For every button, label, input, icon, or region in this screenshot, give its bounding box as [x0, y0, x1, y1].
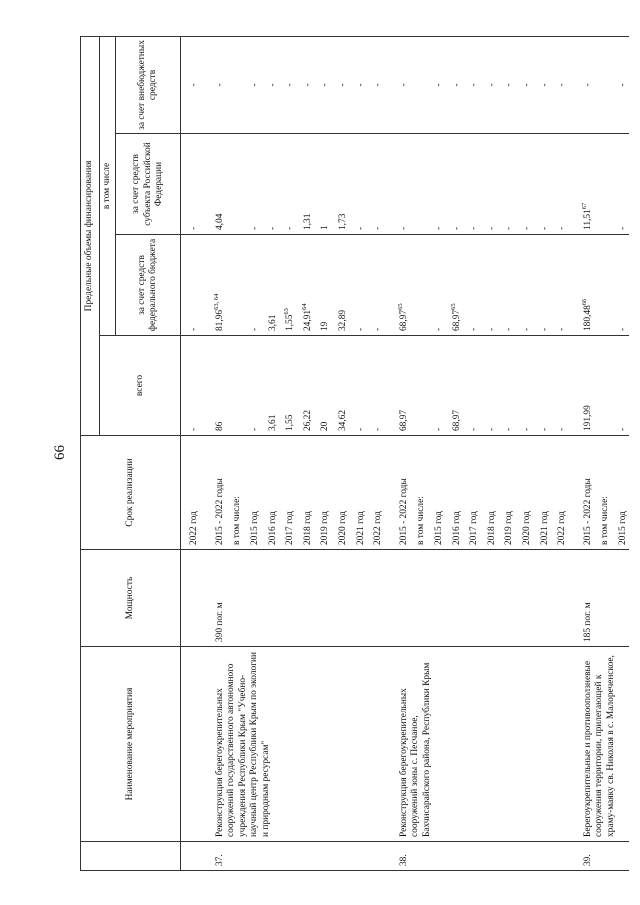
capacity-value [390, 549, 574, 646]
extra-value-text: - [214, 82, 225, 87]
regional-value [206, 133, 232, 234]
regional-value [373, 133, 391, 234]
federal-value [416, 234, 434, 335]
total-value [302, 335, 320, 435]
federal-value-text: - [503, 327, 514, 331]
period-value [574, 435, 600, 549]
regional-value-text: - [486, 226, 497, 230]
row-number [180, 841, 206, 870]
table-row [180, 36, 206, 870]
period-value [232, 435, 250, 549]
footnote-ref: 67 [580, 202, 588, 209]
extra-value-text: - [249, 82, 260, 87]
period-value [504, 435, 522, 549]
total-value [338, 335, 356, 435]
capacity-value [206, 549, 390, 646]
period-value-text: 2020 год [337, 510, 348, 545]
federal-value [600, 234, 618, 335]
capacity-value-text: 390 пог. м [214, 601, 225, 642]
regional-value-text: 1,31 [302, 213, 313, 230]
federal-value-text: 1,55 [284, 314, 295, 331]
number-column-header [80, 841, 180, 870]
extra-value-text: - [337, 82, 348, 87]
extra-value-text: - [355, 82, 366, 87]
federal-value [206, 234, 232, 335]
extra-value-text: - [486, 82, 497, 87]
total-value-text: 191,99 [582, 404, 593, 431]
extra-value-text: - [617, 82, 628, 87]
regional-value-text: 11,51 [582, 208, 593, 230]
extra-value [416, 36, 434, 133]
extra-value [539, 36, 557, 133]
extra-value [232, 36, 250, 133]
federal-value-text: 3,61 [267, 314, 278, 331]
total-value [285, 335, 303, 435]
row-number-text: 38. [398, 853, 409, 866]
regional-value [416, 133, 434, 234]
total-value [574, 335, 600, 435]
federal-value-text: - [433, 327, 444, 331]
total-value [617, 335, 628, 435]
total-value-text: - [188, 427, 199, 431]
extra-value-text: - [582, 82, 593, 87]
funding-table [80, 35, 629, 870]
regional-value-text: - [188, 226, 199, 230]
period-value-text: 2015 год [617, 510, 628, 545]
extra-value [338, 36, 356, 133]
period-value [250, 435, 268, 549]
federal-value-text: 32,89 [337, 309, 348, 331]
measure-name [390, 646, 574, 841]
period-value-text: 2015 - 2022 годы [582, 477, 593, 545]
measure-name-text: Реконструкция берегоукрепительных сооружений зоны с. Песчаное, Бахчисарайского района, Республики Крым [398, 662, 432, 837]
federal-value [486, 234, 504, 335]
period-value-text: в том числе: [415, 495, 426, 545]
federal-value [390, 234, 416, 335]
period-value [416, 435, 434, 549]
period-column-header: Срок реализации [80, 435, 180, 549]
period-value [355, 435, 373, 549]
extra-value [451, 36, 469, 133]
federal-value [469, 234, 487, 335]
extra-value-text: - [398, 82, 409, 87]
regional-value [285, 133, 303, 234]
footnote-ref: 63, 64 [212, 293, 220, 310]
extra-value-text: - [539, 82, 550, 87]
document-page [47, 30, 628, 875]
regional-value [486, 133, 504, 234]
footnote-ref: 66 [580, 298, 588, 305]
federal-value-text: - [188, 327, 199, 331]
regional-column-header: за счет средств субъекта Российской Федерации [115, 133, 180, 234]
regional-value [600, 133, 618, 234]
period-value-text: в том числе: [231, 495, 242, 545]
period-value [434, 435, 452, 549]
federal-value [282, 234, 303, 335]
total-value [451, 335, 469, 435]
extra-value [469, 36, 487, 133]
regional-value-text: - [468, 226, 479, 230]
total-value [320, 335, 338, 435]
total-value-text: - [617, 427, 628, 431]
regional-value-text: - [372, 226, 383, 230]
total-value [373, 335, 391, 435]
period-value [469, 435, 487, 549]
extra-value-text: - [451, 82, 462, 87]
table-header [80, 36, 180, 870]
page-number: 66 [51, 444, 68, 460]
total-value-text: 20 [319, 421, 330, 431]
total-value [504, 335, 522, 435]
total-value [416, 335, 434, 435]
total-value [390, 335, 416, 435]
regional-value [557, 133, 575, 234]
period-value-text: 2018 год [486, 510, 497, 545]
regional-value [539, 133, 557, 234]
federal-value [267, 234, 285, 335]
total-value [557, 335, 575, 435]
regional-value [504, 133, 522, 234]
federal-value [373, 234, 391, 335]
row-number [390, 841, 574, 870]
total-value-text: - [556, 427, 567, 431]
total-value-text: 68,97 [451, 409, 462, 431]
period-value-text: 2016 год [267, 510, 278, 545]
regional-value [451, 133, 469, 234]
period-value [267, 435, 285, 549]
period-value [302, 435, 320, 549]
federal-value [557, 234, 575, 335]
period-value [539, 435, 557, 549]
total-value-text: 68,97 [398, 409, 409, 431]
extra-value-text: - [433, 82, 444, 87]
federal-column-header: за счет средств федерального бюджета [115, 234, 180, 335]
regional-value [232, 133, 250, 234]
total-value [180, 335, 206, 435]
total-column-header: всего [99, 335, 180, 435]
period-value [180, 435, 206, 549]
regional-value-text: - [433, 226, 444, 230]
extra-value [373, 36, 391, 133]
regional-value-text: - [451, 226, 462, 230]
extra-value [600, 36, 618, 133]
total-value [469, 335, 487, 435]
total-value [600, 335, 618, 435]
including-header: в том числе [99, 36, 115, 335]
regional-value-text: - [539, 226, 550, 230]
federal-value-text: - [521, 327, 532, 331]
regional-value-text: - [617, 226, 628, 230]
extra-value-text: - [319, 82, 330, 87]
extra-value [521, 36, 539, 133]
regional-value [250, 133, 268, 234]
federal-value [451, 234, 469, 335]
federal-value [574, 234, 600, 335]
period-value-text: 2017 год [284, 510, 295, 545]
measure-name [180, 646, 206, 841]
total-value-text: - [355, 427, 366, 431]
extra-value [320, 36, 338, 133]
period-value-text: 2017 год [468, 510, 479, 545]
period-value-text: 2015 год [249, 510, 260, 545]
regional-value-text: - [284, 226, 295, 230]
total-value-text: - [521, 427, 532, 431]
regional-value-text: - [503, 226, 514, 230]
total-value [267, 335, 285, 435]
extra-value-text: - [188, 82, 199, 87]
measure-name-text: Реконструкция берегоукрепительных сооружений государственного автономного учреждения Республики Крым "Учебно-научный центр Республики Крым по экологии и природным ресурсам" [214, 651, 271, 837]
extra-value-text: - [372, 82, 383, 87]
federal-value-text: - [556, 327, 567, 331]
name-column-header: Наименование мероприятия [80, 646, 180, 841]
total-value [434, 335, 452, 435]
regional-value [267, 133, 285, 234]
federal-value [617, 234, 628, 335]
federal-value-text: 68,97 [451, 309, 462, 331]
extra-value [504, 36, 522, 133]
total-value-text: - [249, 427, 260, 431]
table-body [180, 36, 628, 870]
total-value-text: - [486, 427, 497, 431]
extra-value [574, 36, 600, 133]
period-value-text: 2015 - 2022 годы [398, 477, 409, 545]
period-value [206, 435, 232, 549]
regional-value-text: - [521, 226, 532, 230]
total-value-text: - [468, 427, 479, 431]
period-value-text: 2015 год [433, 510, 444, 545]
period-value-text: 2016 год [451, 510, 462, 545]
regional-value-text: - [249, 226, 260, 230]
total-value-text: - [433, 427, 444, 431]
federal-value [302, 234, 320, 335]
table-row [574, 36, 600, 870]
table-row [390, 36, 416, 870]
period-value-text: 2021 год [539, 510, 550, 545]
regional-value [302, 133, 320, 234]
measure-name [206, 646, 390, 841]
extra-value [285, 36, 303, 133]
period-value [617, 435, 628, 549]
total-value [250, 335, 268, 435]
federal-value [338, 234, 356, 335]
regional-value-text: 1,73 [337, 213, 348, 230]
period-value-text: 2022 год [372, 510, 383, 545]
federal-value [320, 234, 338, 335]
federal-value [504, 234, 522, 335]
total-value [486, 335, 504, 435]
row-number [574, 841, 628, 870]
period-value [451, 435, 469, 549]
total-value [355, 335, 373, 435]
total-value [521, 335, 539, 435]
footnote-ref: 64 [300, 302, 308, 310]
federal-value-text: - [539, 327, 550, 331]
period-value-text: 2019 год [319, 510, 330, 545]
federal-value-text: - [249, 327, 260, 331]
row-number-text: 39. [582, 853, 593, 866]
extra-value [486, 36, 504, 133]
regional-value [574, 133, 600, 234]
measure-name [574, 646, 628, 841]
federal-value-text: - [468, 327, 479, 331]
extra-value [267, 36, 285, 133]
extra-value [355, 36, 373, 133]
extra-value-text: - [302, 82, 313, 87]
regional-value [320, 133, 338, 234]
extra-value-text: - [267, 82, 278, 87]
federal-value [232, 234, 250, 335]
table-row [206, 36, 232, 870]
period-value [285, 435, 303, 549]
federal-value-text: - [486, 327, 497, 331]
measure-name-text: Берегоукрепительные и противооползневые сооружения территории, прилегающей к храму-маяку св. Николая в с. Малореченское, [582, 654, 616, 837]
regional-value-text: - [556, 226, 567, 230]
row-number [206, 841, 390, 870]
extra-value [180, 36, 206, 133]
funding-limits-header: Предельные объемы финансирования [80, 36, 99, 435]
total-value-text: 26,22 [302, 409, 313, 431]
regional-value [617, 133, 628, 234]
extra-value [302, 36, 320, 133]
federal-value-text: 68,97 [398, 309, 409, 331]
period-value [373, 435, 391, 549]
total-value-text: 34,62 [337, 409, 348, 431]
federal-value-text: 180,48 [582, 304, 593, 331]
regional-value [338, 133, 356, 234]
period-value-text: 2019 год [503, 510, 514, 545]
extra-value-text: - [503, 82, 514, 87]
period-value-text: 2021 год [355, 510, 366, 545]
federal-value-text: 19 [319, 321, 330, 331]
period-value [521, 435, 539, 549]
period-value [486, 435, 504, 549]
extra-column-header: за счет внебюджетных средств [115, 36, 180, 133]
period-value [600, 435, 618, 549]
total-value [206, 335, 232, 435]
total-value-text: - [539, 427, 550, 431]
regional-value-text: 1 [319, 224, 330, 230]
federal-value-text: 81,96 [214, 309, 225, 331]
period-value-text: 2015 - 2022 годы [214, 477, 225, 545]
extra-value [250, 36, 268, 133]
federal-value [180, 234, 206, 335]
regional-value-text: 4,04 [214, 213, 225, 230]
total-value-text: 86 [214, 421, 225, 431]
period-value [390, 435, 416, 549]
extra-value-text: - [556, 82, 567, 87]
extra-value-text: - [521, 82, 532, 87]
extra-value [390, 36, 416, 133]
total-value-text: 3,61 [267, 414, 278, 431]
extra-value-text: - [284, 82, 295, 87]
period-value-text: 2022 год [188, 510, 199, 545]
extra-value [206, 36, 232, 133]
period-value [557, 435, 575, 549]
capacity-value [180, 549, 206, 646]
regional-value [390, 133, 416, 234]
federal-value [250, 234, 268, 335]
capacity-column-header: Мощность [80, 549, 180, 646]
footnote-ref: 63 [282, 307, 290, 315]
regional-value [521, 133, 539, 234]
federal-value [521, 234, 539, 335]
capacity-value-text: 185 пог. м [582, 601, 593, 642]
period-value-text: 2018 год [302, 510, 313, 545]
period-value [320, 435, 338, 549]
total-value-text: - [503, 427, 514, 431]
period-value-text: 2022 год [556, 510, 567, 545]
federal-value [355, 234, 373, 335]
extra-value [434, 36, 452, 133]
federal-value-text: - [617, 327, 628, 331]
regional-value [469, 133, 487, 234]
extra-value [617, 36, 628, 133]
regional-value [434, 133, 452, 234]
regional-value [180, 133, 206, 234]
federal-value-text: - [372, 327, 383, 331]
federal-value [434, 234, 452, 335]
extra-value-text: - [468, 82, 479, 87]
period-value-text: в том числе: [599, 495, 610, 545]
total-value-text: 1,55 [284, 414, 295, 431]
federal-value [539, 234, 557, 335]
capacity-value [574, 549, 628, 646]
total-value-text: - [372, 427, 383, 431]
regional-value-text: - [398, 226, 409, 230]
footnote-ref: 65 [449, 302, 457, 310]
row-number-text: 37. [214, 853, 225, 866]
period-value [338, 435, 356, 549]
period-value-text: 2020 год [521, 510, 532, 545]
regional-value-text: - [355, 226, 366, 230]
footnote-ref: 65 [396, 302, 404, 310]
federal-value-text: 24,91 [302, 309, 313, 331]
total-value [539, 335, 557, 435]
total-value [232, 335, 250, 435]
regional-value-text: - [267, 226, 278, 230]
regional-value [355, 133, 373, 234]
federal-value-text: - [355, 327, 366, 331]
extra-value [557, 36, 575, 133]
